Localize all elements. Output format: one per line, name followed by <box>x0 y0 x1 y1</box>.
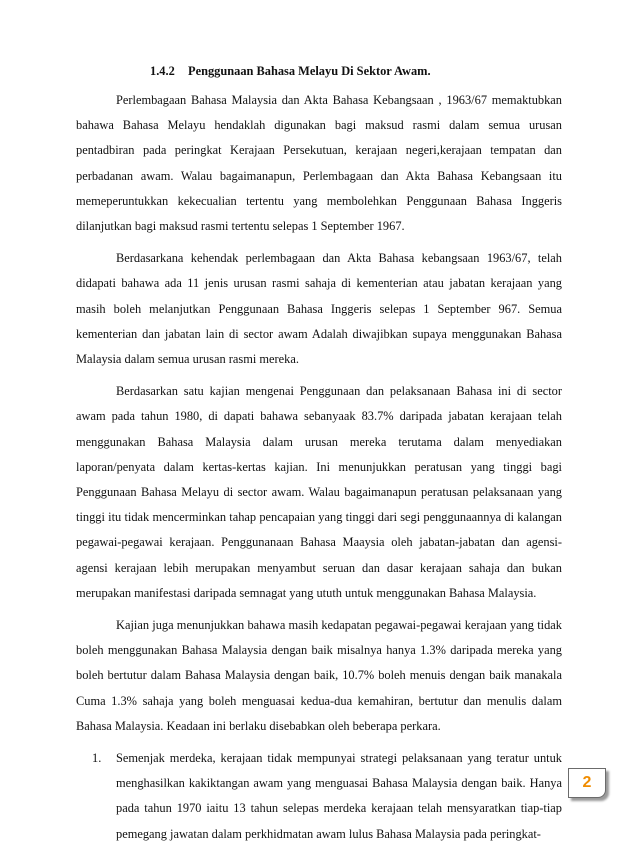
list-item-text: Semenjak merdeka, kerajaan tidak mempunyai strategi pelaksanaan yang teratur untuk menghasilkan kakiktangan awam yang menguasai Bahasa Malaysia dengan baik. Hanya pada tahun 1970 iaitu 13 tahun selepas merdeka kerajaan telah mensyaratkan tiap-tiap pemegang jawatan dalam perkhidmatan awam lulus Bahasa Malaysia pada peringkat- <box>116 751 562 841</box>
section-heading <box>150 64 431 79</box>
section-number: 1.4.2 <box>150 64 175 78</box>
paragraph-3: Berdasarkan satu kajian mengenai Penggunaan dan pelaksanaan Bahasa ini di sector awam pada tahun 1980, di dapati bahawa sebanyaak 83.7% daripada jabatan kerajaan telah menggunakan Bahasa Malaysia dalam urusan mereka terutama dalam menyediakan laporan/penyata dalam kertas-kertas kajian. Ini menunjukkan peratusan yang tinggi bagi Penggunaan Bahasa Melayu di sector awam. Walau bagaimanapun peratusan pelaksanaan yang tinggi itu tidak mencerminkan tahap pencapaian yang tinggi dari segi penggunaannya di kalangan pegawai-pegawai kerajaan. Penggunanaan Bahasa Maaysia oleh jabatan-jabatan dan agensi-agensi kerajaan lebih merupakan menyambut seruan dan dasar kerajaan sahaja dan bukan merupakan manifestasi daripada semnagat yang ututh untuk menggunakan Bahasa Malaysia. <box>76 384 562 600</box>
body-text <box>76 88 562 847</box>
list-item <box>76 746 562 847</box>
paragraph-1: Perlembagaan Bahasa Malaysia dan Akta Bahasa Kebangsaan , 1963/67 memaktubkan bahawa Bahasa Melayu hendaklah digunakan bagi maksud rasmi dalam semua urusan pentadbiran pada peringkat Kerajaan Persekutuan, kerajaan negeri,kerajaan tempatan dan perbadanan awam. Walau bagaimanapun, Perlembagaan dan Akta Bahasa Kebangsaan itu memeperuntukkan kekecualian tertentu yang membolehkan Penggunaan Bahasa Inggeris dilanjutkan bagi maksud rasmi tertentu selepas 1 September 1967. <box>76 93 562 234</box>
section-title: Penggunaan Bahasa Melayu Di Sektor Awam. <box>188 64 431 78</box>
paragraph-2: Berdasarkana kehendak perlembagaan dan Akta Bahasa kebangsaan 1963/67, telah didapati bahawa ada 11 jenis urusan rasmi sahaja di kementerian atau jabatan kerajaan yang masih boleh melanjutkan Penggunaan Bahasa Inggeris selepas 1 September 967. Semua kementerian dan jabatan lain di sector awam Adalah diwajibkan supaya menggunakan Bahasa Malaysia dalam semua urusan rasmi mereka. <box>76 251 562 367</box>
page-number-badge <box>568 768 606 798</box>
list-marker: 1. <box>92 751 102 766</box>
numbered-list <box>76 746 562 847</box>
paragraph-4: Kajian juga menunjukkan bahawa masih kedapatan pegawai-pegawai kerajaan yang tidak boleh menggunakan Bahasa Malaysia dengan baik misalnya hanya 1.3% daripada mereka yang boleh bertutur dalam Bahasa Malaysia dengan baik, 10.7% boleh menuis dengan baik manakala Cuma 1.3% sahaja yang boleh menguasai kedua-dua kemahiran, bertutur dan menulis dalam Bahasa Malaysia. Keadaan ini berlaku disebabkan oleh beberapa perkara. <box>76 618 562 733</box>
page-number: 2 <box>582 774 592 791</box>
